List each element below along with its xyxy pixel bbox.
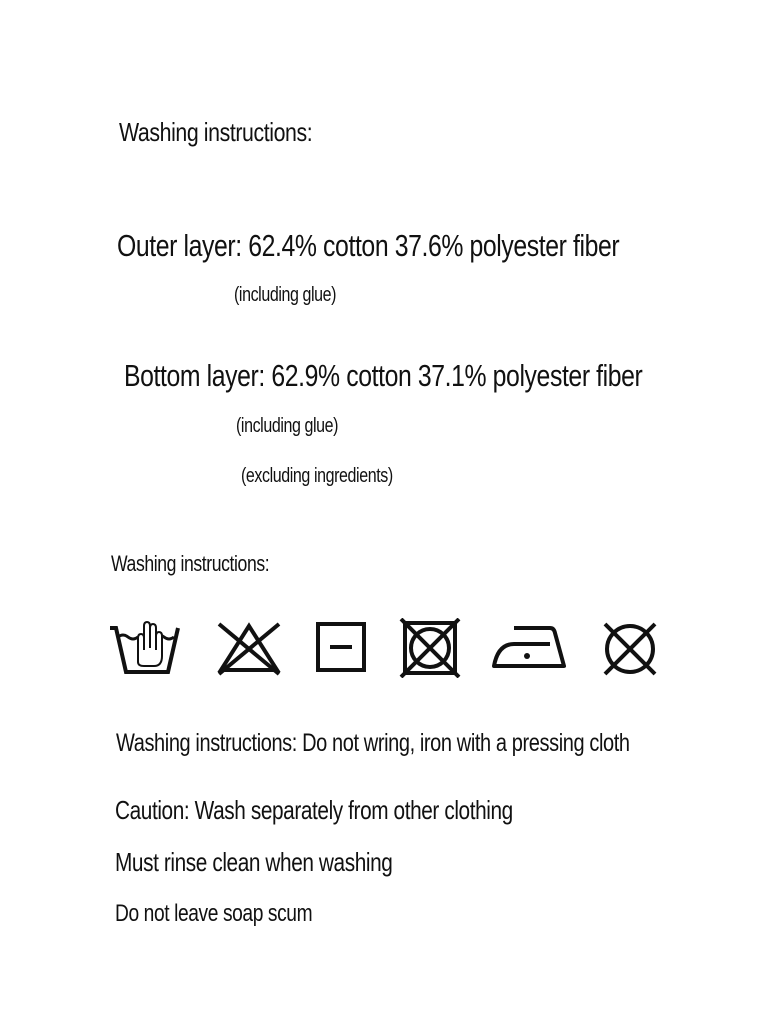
iron-low-heat-icon — [490, 618, 568, 678]
do-not-bleach-icon — [213, 618, 285, 678]
do-not-tumble-dry-icon — [398, 618, 462, 678]
composition-heading: Washing instructions: — [119, 117, 313, 147]
outer-layer-composition: Outer layer: 62.4% cotton 37.6% polyester fiber — [117, 228, 620, 263]
caution-text: Caution: Wash separately from other clothing — [115, 795, 513, 825]
care-heading: Washing instructions: — [111, 551, 270, 576]
washing-instructions-text: Washing instructions: Do not wring, iron with a pressing cloth — [116, 729, 630, 757]
do-not-dry-clean-icon — [597, 618, 663, 678]
soap-scum-text: Do not leave soap scum — [115, 900, 313, 927]
rinse-text: Must rinse clean when washing — [115, 847, 393, 877]
bottom-layer-composition: Bottom layer: 62.9% cotton 37.1% polyester fiber — [124, 358, 643, 393]
dry-flat-icon — [312, 618, 372, 678]
bottom-layer-note: (including glue) — [236, 415, 339, 437]
hand-wash-icon — [108, 618, 184, 678]
outer-layer-note: (including glue) — [234, 284, 337, 306]
bottom-layer-exclusion-note: (excluding ingredients) — [241, 465, 393, 487]
